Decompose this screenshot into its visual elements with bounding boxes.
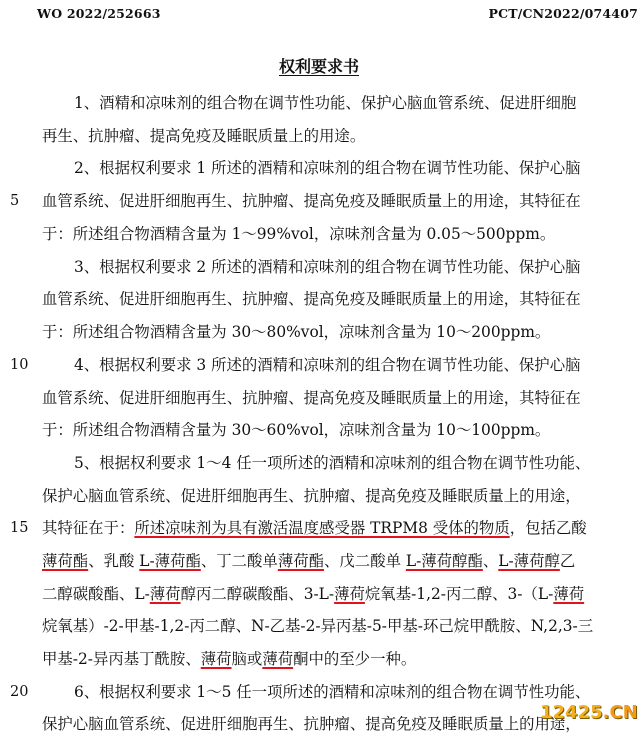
page-title: 权利要求书 — [278, 57, 359, 76]
claim-4-line-2: 血管系统、促进肝细胞再生、抗肿瘤、提高免疫及睡眠质量上的用途，其特征在 — [42, 389, 581, 407]
watermark-suffix: .CN — [602, 702, 638, 723]
highlight-underline: 薄荷 — [149, 585, 181, 603]
claim-5-text: 脑或 — [231, 650, 263, 668]
claim-5-text: 烷氧基-1,2-丙二醇、3-（L- — [364, 585, 554, 603]
highlight-underline: 薄荷 — [334, 585, 365, 603]
highlight-underline-trpm8: 所述凉味剂为具有激活温度感受器 TRPM8 受体的物质 — [134, 519, 510, 537]
line-number-15: 15 — [10, 520, 29, 536]
highlight-underline: 薄荷酯 — [277, 552, 325, 570]
claim-5-line-6: 烷氧基）-2-甲基-1,2-丙二醇、N-乙基-2-异丙基-5-甲基-环己烷甲酰胺、N,2,3-三 — [42, 617, 594, 635]
claim-1-line-2: 再生、抗肿瘤、提高免疫及睡眠质量上的用途。 — [42, 127, 366, 145]
watermark-logo — [540, 700, 638, 726]
highlight-underline: 薄荷 — [553, 585, 585, 603]
highlight-underline: L-薄荷酯 — [139, 552, 201, 570]
claim-5-text: 、戊二酸单 — [324, 552, 406, 570]
claim-2-line-2: 血管系统、促进肝细胞再生、抗肿瘤、提高免疫及睡眠质量上的用途，其特征在 — [42, 192, 581, 210]
claim-5-line-1: 5、根据权利要求 1～4 任一项所述的酒精和凉味剂的组合物在调节性功能、 — [74, 454, 591, 472]
highlight-underline: L-薄荷醇酯 — [405, 552, 483, 570]
claim-5-text: 、丁二酸单 — [200, 552, 278, 570]
claim-1-line-1: 1、酒精和凉味剂的组合物在调节性功能、保护心脑血管系统、促进肝细胞 — [74, 94, 577, 112]
highlight-underline: 薄荷 — [200, 650, 232, 668]
highlight-underline: 薄荷 — [262, 650, 294, 668]
claim-5-line-3 — [42, 518, 638, 538]
claim-5-text: 乙 — [559, 552, 576, 570]
claim-5-line-7 — [42, 649, 638, 669]
claim-2-line-1: 2、根据权利要求 1 所述的酒精和凉味剂的组合物在调节性功能、保护心脑 — [74, 159, 581, 177]
claim-3-line-2: 血管系统、促进肝细胞再生、抗肿瘤、提高免疫及睡眠质量上的用途，其特征在 — [42, 290, 581, 308]
claim-5-text: 其特征在于： — [42, 519, 135, 537]
claim-5-line-2: 保护心脑血管系统、促进肝细胞再生、抗肿瘤、提高免疫及睡眠质量上的用途， — [42, 487, 581, 505]
claim-2-line-3: 于：所述组合物酒精含量为 1～99%vol，凉味剂含量为 0.05～500ppm。 — [42, 225, 556, 243]
claim-5-text: 甲基-2-异丙基丁酰胺、 — [42, 650, 201, 668]
claim-4-line-1: 4、根据权利要求 3 所述的酒精和凉味剂的组合物在调节性功能、保护心脑 — [74, 356, 581, 374]
application-number: PCT/CN2022/074407 — [488, 6, 638, 21]
line-number-10: 10 — [10, 357, 29, 373]
claim-3-line-3: 于：所述组合物酒精含量为 30～80%vol，凉味剂含量为 10～200ppm。 — [42, 323, 551, 341]
claim-6-line-1: 6、根据权利要求 1～5 任一项所述的酒精和凉味剂的组合物在调节性功能、 — [74, 683, 591, 701]
line-number-20: 20 — [10, 684, 29, 700]
highlight-underline: L-薄荷醇 — [498, 552, 560, 570]
claim-5-text: ，包括乙酸 — [509, 519, 587, 537]
claim-6-line-2: 保护心脑血管系统、促进肝细胞再生、抗肿瘤、提高免疫及睡眠质量上的用途， — [42, 715, 581, 733]
line-number-5: 5 — [10, 193, 20, 209]
claim-5-text: 、 — [482, 552, 499, 570]
claim-5-line-5 — [42, 584, 638, 604]
highlight-underline: 薄荷酯 — [42, 552, 89, 570]
claim-5-text: 二醇碳酸酯、L- — [42, 585, 150, 603]
claim-3-line-1: 3、根据权利要求 2 所述的酒精和凉味剂的组合物在调节性功能、保护心脑 — [74, 258, 581, 276]
claim-4-line-3: 于：所述组合物酒精含量为 30～60%vol，凉味剂含量为 10～100ppm。 — [42, 421, 551, 439]
claim-5-text: 醇丙二醇碳酸酯、3-L- — [180, 585, 335, 603]
claim-5-line-4 — [42, 551, 638, 571]
claim-5-text: 、乳酸 — [88, 552, 140, 570]
publication-number: WO 2022/252663 — [37, 6, 161, 21]
watermark-text: 12425 — [540, 702, 603, 723]
claim-5-text: 酮中的至少一种。 — [293, 650, 417, 668]
